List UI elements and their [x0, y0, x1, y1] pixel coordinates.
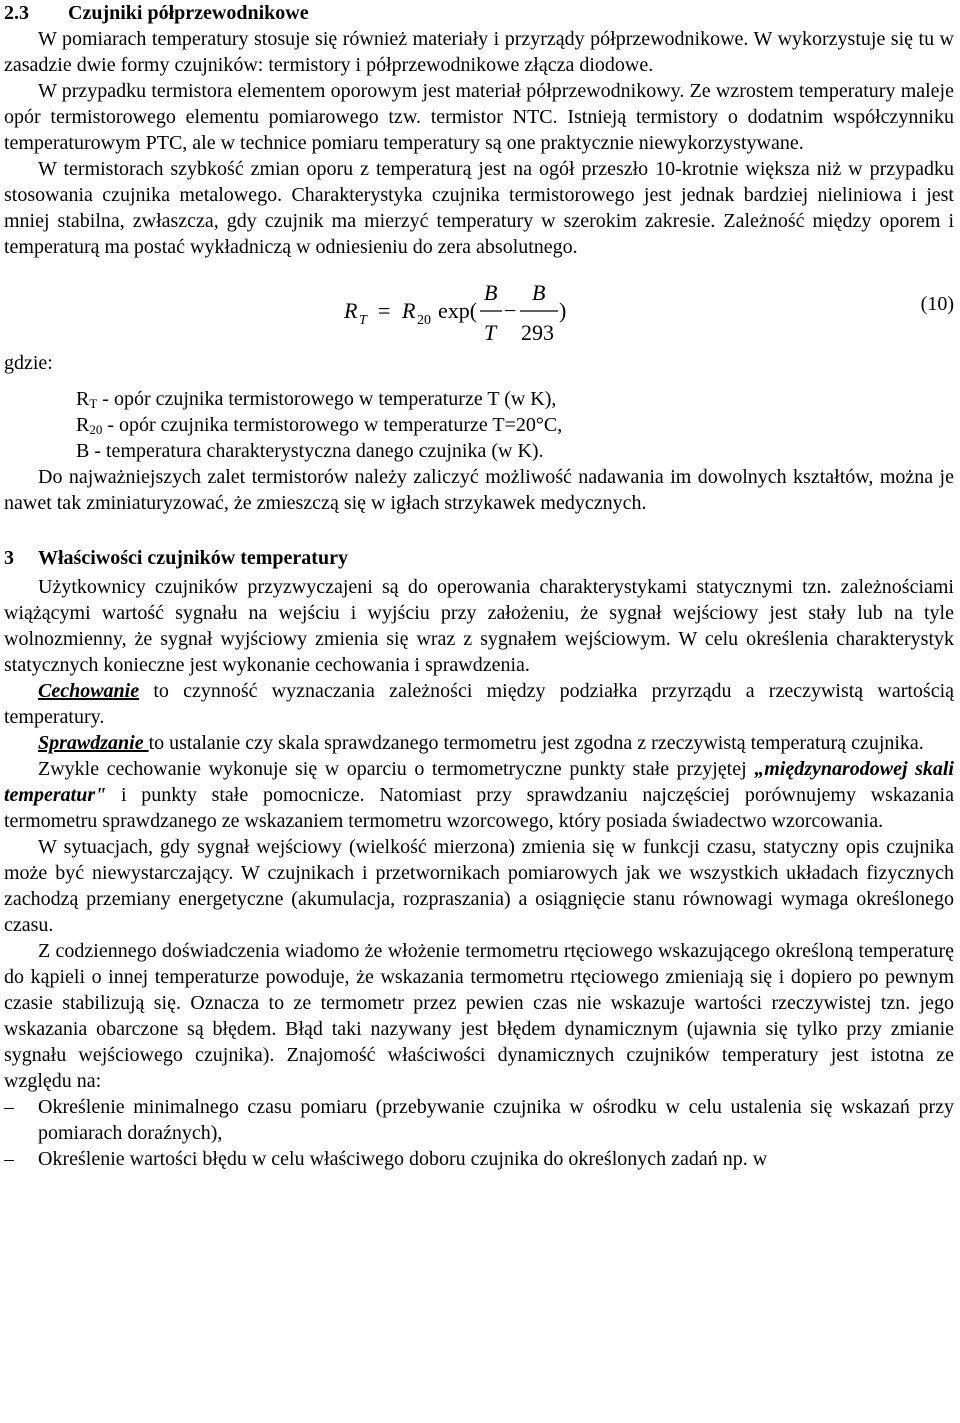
formula-num1: B [484, 280, 498, 305]
formula-rhs-var: R [402, 298, 416, 323]
def-text: - opór czujnika termistorowego w temperaturze T=20°C, [102, 414, 563, 436]
where-label: gdzie: [4, 352, 53, 374]
def-symbol: R [76, 388, 90, 410]
section-title: Właściwości czujników temperatury [38, 547, 348, 569]
definition-item [76, 438, 954, 464]
list-item-text: Określenie minimalnego czasu pomiaru (przebywanie czujnika w ośrodku w celu ustalenia się wskazań przy pomiarach doraźnych), [38, 1096, 954, 1144]
formula-den2: 293 [521, 320, 554, 345]
paragraph: W przypadku termistora elementem oporowym jest materiał półprzewodnikowy. Ze wzrostem temperatury maleje opór termistorowego elementu pomiarowego tzw. termistor NTC. Istnieją termistory o dodatnim współczynniku temperaturowym PTC, ale w technice pomiaru temperatury są one praktycznie niewykorzystywane. [4, 80, 954, 154]
formula-minus: − [504, 298, 517, 323]
definition-paragraph [4, 730, 954, 756]
paragraph: Użytkownicy czujników przyzwyczajeni są do operowania charakterystykami statycznymi tzn. zależnościami wiążącymi wartość sygnału na wejściu i wyjściu przy założeniu, że sygnał wejściowy jest stały lub na tyle wolnozmienny, że sygnał wyjściowy zmienia się wraz z sygnałem wejściowym. W celu określenia charakterystyk statycznych konieczne jest wykonanie cechowania i sprawdzenia. [4, 576, 954, 676]
def-subscript: 20 [89, 422, 103, 437]
formula-exp: exp( [438, 298, 478, 323]
formula-close: ) [559, 298, 567, 323]
definition-item [76, 412, 954, 438]
formula-den1: T [484, 320, 497, 345]
document-page [4, 0, 954, 1172]
def-text: - opór czujnika termistorowego w temperaturze T (w K), [97, 388, 557, 410]
definition-text: to ustalanie czy skala sprawdzanego termometru jest zgodna z rzeczywistą temperaturą czujnika. [148, 732, 924, 754]
text-run: Zwykle cechowanie wykonuje się w oparciu o termometryczne punkty stałe przyjętej [38, 758, 755, 780]
def-subscript: T [89, 396, 98, 411]
formula-row [4, 268, 954, 350]
paragraph [4, 756, 954, 834]
paragraph: W pomiarach temperatury stosuje się również materiały i przyrządy półprzewodnikowe. W wykorzystuje się tu w zasadzie dwie formy czujników: termistory i półprzewodnikowe złącza diodowe. [4, 28, 954, 76]
paragraph: W sytuacjach, gdy sygnał wejściowy (wielkość mierzona) zmienia się w funkcji czasu, statyczny opis czujnika może być niewystarczający. W czujnikach i przetwornikach pomiarowych jak we wszystkich układach fizycznych zachodzą przemiany energetyczne (akumulacja, rozpraszania) a osiągnięcie stanu równowagi wymaga określonego czasu. [4, 836, 954, 936]
section-title: Czujniki półprzewodnikowe [68, 2, 309, 24]
section-heading-3 [4, 542, 954, 574]
bullet-dash: – [4, 1096, 14, 1118]
section-number: 2.3 [4, 2, 29, 24]
term-cechowanie: Cechowanie [38, 680, 140, 702]
definition-text: to czynność wyznaczania zależności między podziałka przyrządu a rzeczywistą wartością temperatury. [4, 680, 954, 728]
formula-num2: B [532, 280, 546, 305]
equation-number: (10) [920, 293, 954, 315]
text-run: i punkty stałe pomocnicze. Natomiast przy sprawdzaniu najczęściej porównujemy wskazania termometru sprawdzanego ze wskazaniem termometru wzorcowego, który posiada świadectwo wzorcowania. [4, 784, 954, 832]
bullet-dash: – [4, 1148, 14, 1170]
paragraph: Do najważniejszych zalet termistorów należy zaliczyć możliwość nadawania im dowolnych kształtów, można je nawet tak zminiaturyzować, że zmieszczą się w igłach strzykawek medycznych. [4, 466, 954, 514]
formula-lhs-var: R [344, 298, 358, 323]
formula-equals: = [378, 298, 391, 323]
def-symbol: B [76, 440, 90, 462]
list-item-text: Określenie wartości błędu w celu właściwego doboru czujnika do określonych zadań np. w [38, 1148, 768, 1170]
section-heading-2-3 [4, 0, 954, 26]
term-sprawdzanie: Sprawdzanie [38, 732, 149, 754]
definition-paragraph [4, 678, 954, 730]
paragraph: Z codziennego doświadczenia wiadomo że włożenie termometru rtęciowego wskazującego określoną temperaturę do kąpieli o innej temperaturze powoduje, że wskazania termometru rtęciowego zmieniają się i dopiero po pewnym czasie stabilizują się. Oznacza to ze termometr przez pewien czas nie wskazuje wartości rzeczywistej tzn. jego wskazania obarczone są błędem. Błąd taki nazywany jest błędem dynamicznym (ujawnia się tylko przy zmianie sygnału wejściowego czujnika). Znajomość właściwości dynamicznych czujników temperatury jest istotna ze względu na: [4, 940, 954, 1092]
paragraph: W termistorach szybkość zmian oporu z temperaturą jest na ogół przeszło 10-krotnie większa niż w przypadku stosowania czujnika metalowego. Charakterystyka czujnika termistorowego jest jednak bardziej nieliniowa i jest mniej stabilna, zwłaszcza, gdy czujnik ma mierzyć temperatury w szerokim zakresie. Zależność między oporem i temperaturą ma postać wykładniczą w odniesieniu do zera absolutnego. [4, 158, 954, 258]
def-symbol: R [76, 414, 90, 436]
list-item [4, 1094, 954, 1146]
definition-item [76, 386, 954, 412]
formula-rhs-sub: 20 [417, 313, 431, 328]
def-text: - temperatura charakterystyczna danego czujnika (w K). [89, 440, 544, 462]
definition-list [4, 386, 954, 464]
thermistor-formula [344, 268, 644, 350]
section-number: 3 [4, 547, 14, 569]
list-item [4, 1146, 954, 1172]
scale-name: „międzynarodowej skali temperatur" [4, 758, 954, 806]
formula-lhs-sub: T [359, 313, 367, 328]
